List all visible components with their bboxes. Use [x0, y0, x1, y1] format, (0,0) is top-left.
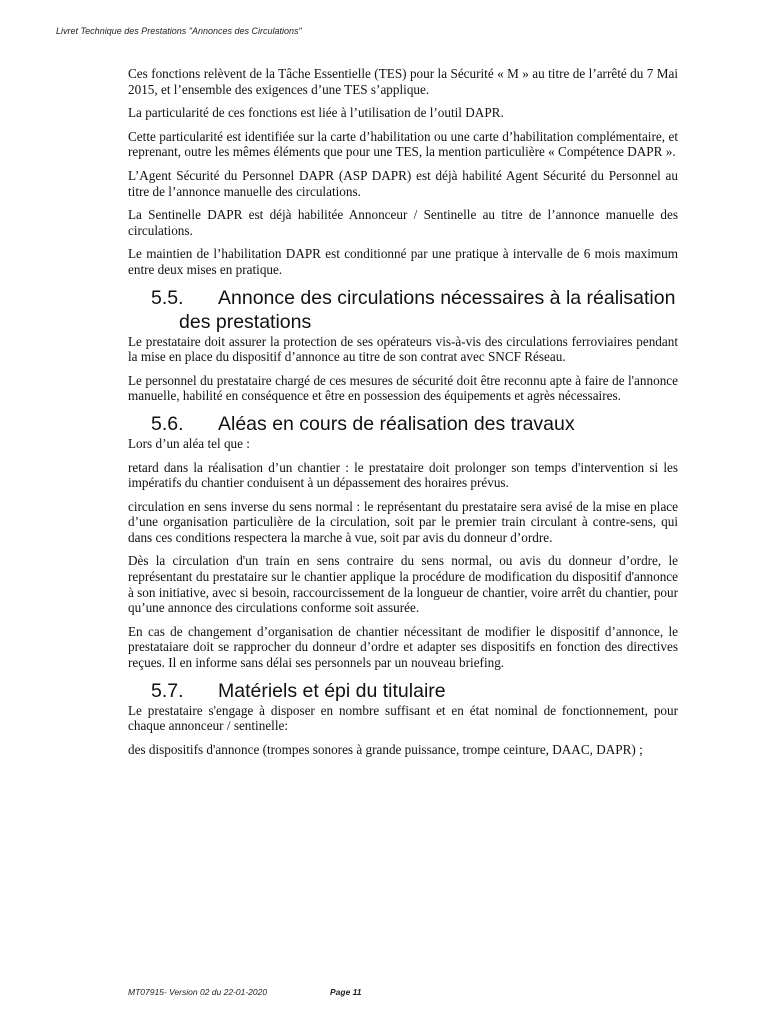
paragraph: Le prestataire doit assurer la protection de ses opérateurs vis-à-vis des circulations ferroviaires pendant la mise en place du dispositif d’annonce au titre de son contrat avec SNCF Réseau.: [128, 333, 678, 365]
paragraph: Cette particularité est identifiée sur la carte d’habilitation ou une carte d’habilitation complémentaire, et reprenant, outre les mêmes éléments que pour une TES, la mention particulière « Compétence DAPR ».: [128, 128, 678, 160]
section-title: Annonce des circulations nécessaires à la réalisation: [218, 286, 676, 309]
page-footer: [128, 987, 362, 997]
paragraph: Le personnel du prestataire chargé de ces mesures de sécurité doit être reconnu apte à faire de l'annonce manuelle, habilité en conséquence et être en possession des équipements et agrès nécessaires.: [128, 372, 678, 404]
list-item: circulation en sens inverse du sens normal : le représentant du prestataire sera avisé de la mise en place d’une organisation particulière de la circulation, soit par le premier train circulant à contre-sens, qui dans ces conditions respectera la marche à vue, soit par avis du donneur d’ordre.: [128, 498, 678, 545]
paragraph: L’Agent Sécurité du Personnel DAPR (ASP DAPR) est déjà habilité Agent Sécurité du Personnel au titre de l’annonce manuelle des circulations.: [128, 167, 678, 199]
section-heading-5-5: [128, 286, 678, 334]
section-heading-5-6: [128, 412, 678, 436]
section-title: Matériels et épi du titulaire: [218, 679, 446, 702]
page-number: Page 11: [330, 987, 362, 997]
paragraph: La particularité de ces fonctions est liée à l’utilisation de l’outil DAPR.: [128, 105, 504, 121]
paragraph: La Sentinelle DAPR est déjà habilitée Annonceur / Sentinelle au titre de l’annonce manuelle des circulations.: [128, 207, 678, 238]
paragraph: Le prestataire s'engage à disposer en nombre suffisant et en état nominal de fonctionnement, pour chaque annonceur / sentinelle:: [128, 702, 678, 734]
section-number: 5.5.: [151, 286, 184, 309]
document-body: [128, 66, 678, 765]
section-title-continued: des prestations: [179, 310, 312, 333]
section-number: 5.7.: [151, 679, 184, 702]
section-title: Aléas en cours de réalisation des travaux: [218, 412, 575, 435]
running-header: Livret Technique des Prestations "Annonces des Circulations": [56, 26, 302, 36]
paragraph: En cas de changement d’organisation de chantier nécessitant de modifier le dispositif d’annonce, le prestataiare doit se rapprocher du donneur d’ordre et adapter ses dispositifs en fonction des directives reçues. Il en informe sans délai ses personnels par un nouveau briefing.: [128, 623, 678, 671]
list-item: retard dans la réalisation d’un chantier : le prestataire doit prolonger son temps d'intervention si les impératifs du chantier conduisent à un dépassement des horaires prévus.: [128, 459, 678, 491]
paragraph: Ces fonctions relèvent de la Tâche Essentielle (TES) pour la Sécurité « M » au titre de l’arrêté du 7 Mai 2015, et l’ensemble des exigences d’une TES s’applique.: [128, 66, 678, 97]
document-version: MT07915- Version 02 du 22-01-2020: [128, 987, 268, 997]
list-item: des dispositifs d'annonce (trompes sonores à grande puissance, trompe ceinture, DAAC, DAPR) ;: [128, 741, 643, 757]
lead-in-text: Lors d’un aléa tel que :: [128, 435, 250, 451]
section-number: 5.6.: [151, 412, 184, 435]
section-heading-5-7: [128, 679, 678, 703]
paragraph: Le maintien de l’habilitation DAPR est conditionné par une pratique à intervalle de 6 mois maximum entre deux mises en pratique.: [128, 246, 678, 277]
paragraph: Dès la circulation d'un train en sens contraire du sens normal, ou avis du donneur d’ordre, le représentant du prestataire sur le chantier applique la procédure de modification du dispositif d'annonce à son initiative, avec si besoin, raccourcissement de la longueur de chantier, voire arrêt du chantier, pour qu’une annonce des circulations conforme soit assurée.: [128, 553, 678, 616]
